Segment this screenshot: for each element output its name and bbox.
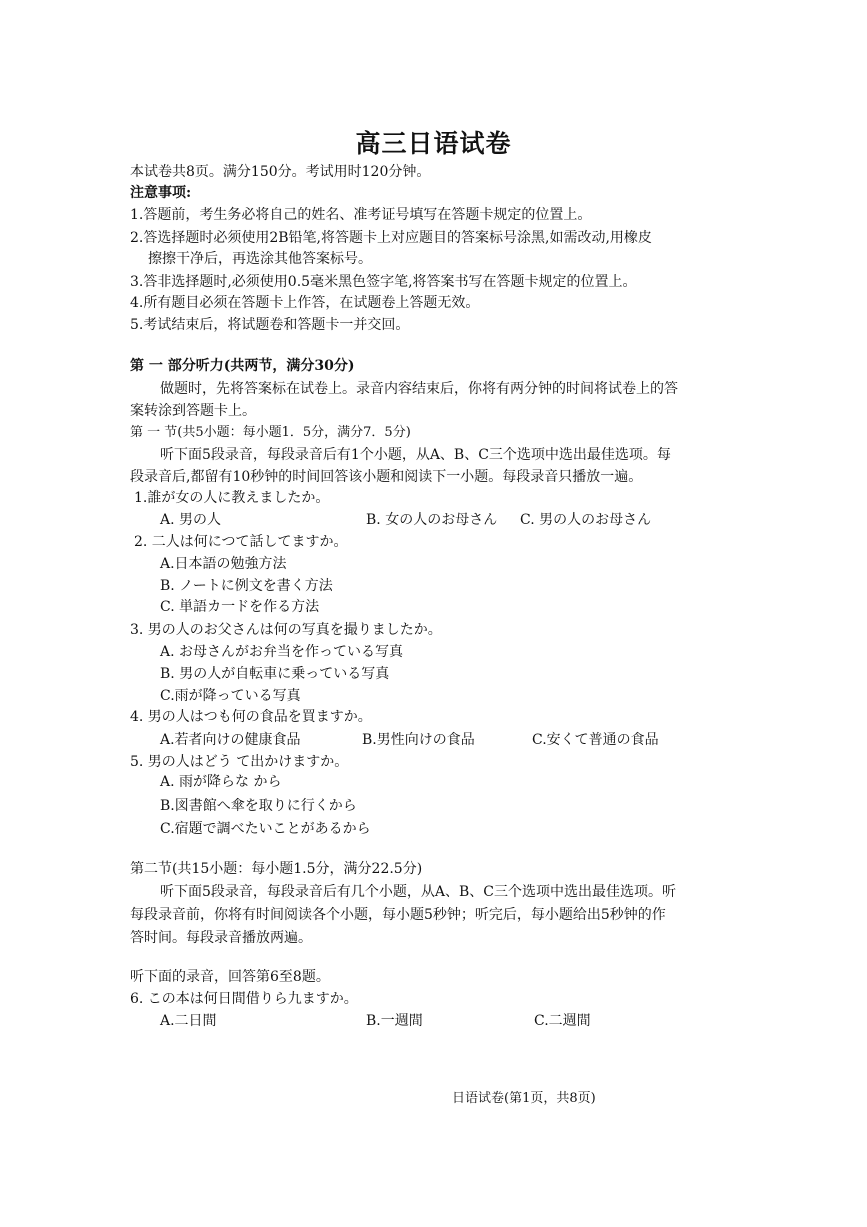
- section1-instruction: 段录音后,都留有10秒钟的时间回答该小题和阅读下一小题。每段录音只播放一遍。: [130, 469, 643, 485]
- notice-item: 4.所有题目必须在答题卡上作答，在试题卷上答题无效。: [130, 295, 480, 311]
- q6-option-b: B.一週間: [366, 1013, 423, 1029]
- exam-intro: 本试卷共8页。满分150分。考试用时120分钟。: [130, 164, 431, 180]
- q6-option-a: A.二日間: [160, 1013, 217, 1029]
- question-5: 5. 男の人はどう て出かけますか。: [130, 754, 349, 770]
- notice-item: 1.答题前，考生务必将自己的姓名、准考证号填写在答题卡规定的位置上。: [130, 207, 592, 223]
- section2-instruction: 答时间。每段录音播放两遍。: [130, 930, 312, 946]
- q2-option-a: A.日本語の勉強方法: [160, 556, 287, 572]
- q5-option-a: A. 雨が降らな から: [160, 774, 282, 790]
- q3-option-a: A. お母さんがお弁当を作っている写真: [160, 644, 404, 660]
- question-2: 2. 二人は何につて話してますか。: [134, 534, 348, 550]
- section2-instruction: 每段录音前，你将有时间阅读各个小题，每小题5秒钟；听完后，每小题给出5秒钟的作: [130, 907, 666, 923]
- q1-option-c: C. 男の人のお母さん: [520, 512, 652, 528]
- page-footer: 日语试卷(第1页，共8页): [452, 1091, 596, 1106]
- q1-option-b: B. 女の人のお母さん: [366, 512, 498, 528]
- section1-heading: 第 一 节(共5小题：每小题1．5分，满分7．5分): [130, 425, 411, 440]
- part1-heading: 第 一 部分听力(共两节，满分30分): [130, 358, 355, 374]
- q5-option-c: C.宿題で調べたいことがあるから: [160, 821, 371, 837]
- q4-option-b: B.男性向けの食品: [362, 732, 475, 748]
- notice-item: 5.考试结束后，将试题卷和答题卡一并交回。: [130, 317, 410, 333]
- q3-option-c: C.雨が降っている写真: [160, 688, 301, 704]
- q3-option-b: B. 男の人が自転車に乗っている写真: [160, 666, 390, 682]
- q1-option-a: A. 男の人: [160, 512, 222, 528]
- q4-option-a: A.若者向けの健康食品: [160, 732, 301, 748]
- q4-option-c: C.安くて普通の食品: [532, 732, 659, 748]
- question-3: 3. 男の人のお父さんは何の写真を撮りましたか。: [130, 622, 442, 638]
- q6-option-c: C.二週間: [534, 1013, 591, 1029]
- question-1: 1.誰が女の人に教えましたか。: [134, 490, 330, 506]
- notice-item: 擦擦干净后，再选涂其他答案标号。: [148, 251, 372, 267]
- question-4: 4. 男の人はつも何の食品を買ますか。: [130, 709, 372, 725]
- question-6: 6. この本は何日間借りら九ますか。: [130, 991, 358, 1007]
- notice-item: 3.答非选择题时,必须使用0.5毫米黑色签字笔,将答案书写在答题卡规定的位置上。: [130, 274, 637, 290]
- listen-prompt: 听下面的录音，回答第6至8题。: [130, 969, 330, 985]
- section2-heading: 第二节(共15小题：每小题1.5分，满分22.5分): [130, 861, 423, 877]
- part1-instruction: 做题时，先将答案标在试卷上。录音内容结束后，你将有两分钟的时间将试卷上的答: [160, 381, 678, 397]
- q2-option-c: C. 単語カ一ドを作る方法: [160, 599, 320, 615]
- section2-instruction: 听下面5段录音，每段录音后有几个小题，从A、B、C三个选项中选出最佳选项。听: [160, 884, 677, 900]
- q5-option-b: B.図書館へ傘を取りに行くから: [160, 798, 357, 814]
- notice-item: 2.答选择题时必须使用2B铅笔,将答题卡上对应题目的答案标号涂黑,如需改动,用橡皮: [130, 230, 652, 246]
- q2-option-b: B. ノートに例文を書く方法: [160, 578, 333, 594]
- part1-instruction: 案转涂到答题卡上。: [130, 403, 256, 419]
- section1-instruction: 听下面5段录音，每段录音后有1个小题，从A、B、C三个选项中选出最佳选项。每: [160, 447, 671, 463]
- notice-heading: 注意事项:: [130, 185, 192, 201]
- page-title: 高三日语试卷: [355, 129, 512, 158]
